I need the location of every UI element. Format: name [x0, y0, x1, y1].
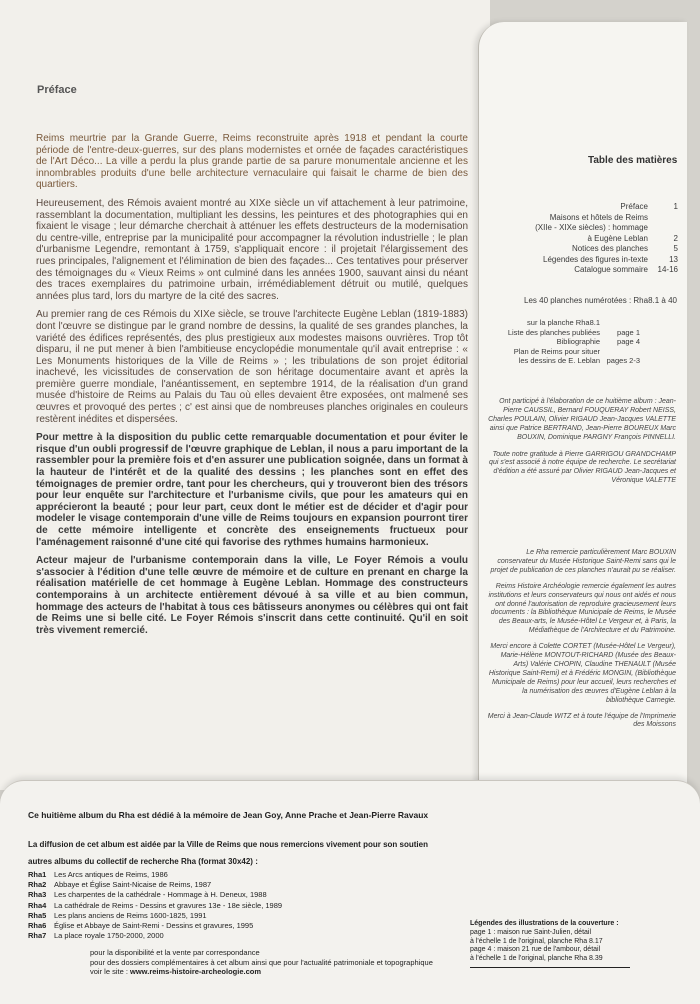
website-link[interactable]: www.reims-histoire-archeologie.com	[130, 967, 262, 976]
legend-line: page 4 : maison 21 rue de l'ambour, détail	[470, 946, 601, 954]
album-item: Rha2 Abbaye et Église Saint-Nicaise de Reims, 1987	[28, 880, 212, 890]
legend-line: à l'échelle 1 de l'original, planche Rha 8.39	[470, 955, 603, 963]
preface-title: Préface	[37, 84, 77, 96]
album-item: Rha7 La place royale 1750-2000, 2000	[28, 931, 164, 941]
plate-item: les dessins de E. Leblan pages 2-3	[518, 356, 640, 366]
toc-item: Maisons et hôtels de Reims	[549, 212, 648, 222]
plate-item: sur la planche Rha8.1	[527, 318, 600, 327]
site-line: voir le site : www.reims-histoire-archeologie.com	[90, 967, 262, 976]
preface-body	[36, 133, 468, 643]
album-item: Rha3 Les charpentes de la cathédrale - Hommage à H. Deneux, 1988	[28, 890, 267, 900]
legend-line: à l'échelle 1 de l'original, planche Rha 8.17	[470, 937, 603, 945]
toc-item: (XIIe - XIXe siècles) : hommage	[535, 223, 648, 232]
toc-title: Table des matières	[588, 155, 678, 166]
credits	[486, 398, 676, 494]
albums-title: autres albums du collectif de recherche Rha (format 30x42) :	[28, 857, 258, 866]
footer-line: pour des dossiers complémentaires à cet album ainsi que pour l'actualité patrimoniale et topographique	[90, 957, 433, 967]
preface-paragraph: Reims meurtrie par la Grande Guerre, Reims reconstruite après 1918 et pendant la courte période de l'entre-deux-guerres, sur des plans modernistes et ornée de façades caractéristiques de l'Art Déco... La ville a perdu la plus grande partie de sa parure monumentale ancienne et les innombrables produits d'une belle architecture vernaculaire qui faisait le charme de bien des quartiers.	[36, 133, 468, 191]
plates-line: Les 40 planches numérotées : Rha8.1 à 40	[524, 296, 677, 305]
cover-legend	[470, 920, 630, 968]
preface-paragraph: Au premier rang de ces Rémois du XIXe siècle, se trouve l'architecte Eugène Leblan (1819-1883) dont l'œuvre se distingue par le grand nombre de dessins, la qualité de ses grandes planches, la variété des édifices représentés, des plus prestigieux aux modestes maisons ouvrières. Trop tôt disparu, il ne put mener à bien l'ambitieuse encyclopédie monumentale qu'il avait entreprise : « Les Monuments historiques de la Ville de Reims » ; les tribulations de son projet éditorial inachevé, les vicissitudes de conservation de son héritage documentaire avant et après la première guerre mondiale, l'anéantissement, en septembre 1914, de la réalisation d'un grand musée d'histoire de Reims au Palais du Tau où elles devaient être exposées, ont malmené ses œuvres et provoqué des pertes ; c' est ainsi que de nombreuses planches originales en couleurs restèrent inédites et dispersées.	[36, 309, 468, 425]
legend-title: Légendes des illustrations de la couverture :	[470, 920, 619, 927]
toc-item: à Eugène Leblan 2	[587, 233, 678, 243]
thanks-paragraph: Le Rha remercie particulièrement Marc BOUXIN conservateur du Musée Historique Saint-Remi sans qui le projet de publication de ces planches n'aurait pu se réaliser.	[490, 549, 676, 574]
album-item: Rha6 Église et Abbaye de Saint-Remi - Dessins et gravures, 1995	[28, 921, 254, 931]
albums-list	[28, 870, 282, 941]
album-item: Rha4 La cathédrale de Reims - Dessins et gravures 13e - 18e siècle, 1989	[28, 900, 283, 910]
preface-paragraph: Heureusement, des Rémois avaient montré au XIXe siècle un vif attachement à leur patrimoine, rassemblant la documentation, multipliant les dessins, les peintures et des photographies qui en fixaient le visage ; leur démarche cherchait à atténuer les effets destructeurs de la modernisation du centre-ville, entreprise par la municipalité pour accompagner la révolution industrielle ; le plan d'urbanisme Legendre, remontant à 1759, s'appliquait encore : il projetait l'élargissement des rues principales, l'alignement et l'élimination de bien des façades... Ces tentatives pour préserver des témoignages du « Vieux Reims » ont culminé dans les années 1900, sauvant ainsi du néant des traces exemplaires du patrimoine urbain, irrémédiablement détruit ou mutilé, quelques années plus tard, lors du martyre de la cité des sacres.	[36, 197, 468, 302]
album-item: Rha1 Les Arcs antiques de Reims, 1986	[28, 870, 168, 879]
credits-paragraph: Ont participé à l'élaboration de ce huitième album : Jean-Pierre CAUSSIL, Bernard FOUQUERAY Robert NEISS, Charles POULAIN, Olivier RIGAUD Jean-Jacques VALETTE ainsi que Patrice BERTRAND, Jean-Pierre BOUREUX Marc BOUXIN, Dominique PARGNY François PINNELLI.	[488, 398, 676, 441]
dedication: Ce huitième album du Rha est dédié à la mémoire de Jean Goy, Anne Prache et Jean-Pierre Ravaux	[28, 810, 429, 820]
plate-item: Liste des planches publiées page 1	[507, 327, 640, 337]
diffusion-note: La diffusion de cet album est aidée par la Ville de Reims que nous remercions vivement pour son soutien	[28, 840, 428, 849]
plate-item: Bibliographie page 4	[556, 337, 640, 347]
toc-item: Notices des planches 5	[571, 244, 678, 253]
toc-item: Préface 1	[620, 202, 678, 211]
toc-item: Légendes des figures in-texte 13	[543, 254, 678, 264]
thanks	[486, 542, 676, 737]
thanks-paragraph: Reims Histoire Archéologie remercie également les autres institutions et leurs conservateurs qui nous ont aidés et nous ont donné l'autorisation de reproduire gracieusement leurs documents : la Bibliothèque Municipale de Reims, le Musée des Beaux-arts, le Musée-Hôtel Le Vergeur et, à Paris, la Médiathèque de l'Architecture et du Patrimoine.	[488, 582, 676, 635]
footer-note	[90, 948, 433, 977]
thanks-paragraph: Merci encore à Colette CORTET (Musée-Hôtel Le Vergeur), Marie-Hélène MONTOUT-RICHARD (Musée des Beaux-Arts) Valérie CHOPIN, Claudine THENAULT (Musée Historique Saint-Remi) et à Frédéric MONGIN, (Bibliothèque Municipale de Reims) pour leur accueil, leurs recherches et la numérisation des œuvres d'Eugène Leblan à la bibliothèque Carnegie.	[488, 643, 676, 704]
toc-item: Catalogue sommaire 14-16	[574, 265, 678, 274]
album-item: Rha5 Les plans anciens de Reims 1600-1825, 1991	[28, 910, 207, 920]
plate-list	[490, 318, 640, 366]
preface-paragraph: Pour mettre à la disposition du public cette remarquable documentation et pour éviter le risque d'un oubli progressif de l'œuvre graphique de Leblan, il nous a paru important de la rassembler pour la première fois et d'en assurer une publication soignée, dans un format à la hauteur de l'intérêt et de la qualité des dessins ; les planches sont en effet des témoignages de premier ordre, tant pour les chercheurs, qui y trouveront bien des trésors pour leur enquête sur l'architecture et l'urbanisme civils, que pour les amateurs qui en apprécieront la beauté ; pour leur part, ceux dont le métier est de décider et d'agir pour modeler le visage contemporain d'une ville de Reims toujours en expansion pourront tirer de cette mémoire intelligente et concrète des enseignements fructueux pour l'aménagement raisonné d'une cité qui favorise des rythmes humains harmonieux.	[36, 432, 468, 548]
toc-list	[488, 202, 678, 276]
plate-item: Plan de Reims pour situer	[513, 346, 600, 356]
footer-line: pour la disponibilité et la vente par correspondance	[90, 948, 260, 957]
legend-line: page 1 : maison rue Saint-Julien, détail	[470, 928, 592, 936]
thanks-paragraph: Merci à Jean-Claude WITZ et à toute l'équipe de l'Imprimerie des Moissons	[487, 712, 676, 729]
credits-paragraph: Toute notre gratitude à Pierre GARRIGOU GRANDCHAMP qui s'est associé à notre équipe de recherche. Le secrétariat d'édition a été assuré par Olivier RIGAUD Jean-Jacques et Véronique VALETTE	[489, 450, 676, 485]
preface-paragraph: Acteur majeur de l'urbanisme contemporain dans la ville, Le Foyer Rémois a voulu s'associer à l'édition d'une telle œuvre de mémoire et de culture en prenant en charge la réalisation matérielle de cet hommage à Eugène Leblan. Hommage des constructeurs contemporains à un architecte entièrement dévoué à sa ville et au bien commun, hommage des acteurs de l'habitat à tous ces bâtisseurs anonymes ou célèbres qui ont fait de Reims une si belle cité. Le Foyer Rémois s'inscrit dans cette continuité. Qu'il en soit très vivement remercié.	[36, 555, 468, 636]
